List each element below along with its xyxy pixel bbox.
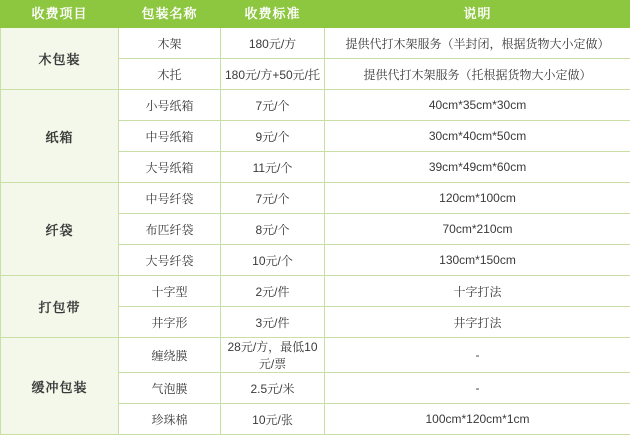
price-cell: 8元/个 <box>221 214 325 245</box>
column-header-price: 收费标准 <box>221 1 325 28</box>
description-cell: 30cm*40cm*50cm <box>325 121 630 152</box>
table-row <box>1 28 630 59</box>
package-name-cell: 缠绕膜 <box>119 338 221 373</box>
column-header-item: 收费项目 <box>1 1 119 28</box>
package-name-cell: 井字形 <box>119 307 221 338</box>
table-row <box>1 183 630 214</box>
package-name-cell: 珍珠棉 <box>119 404 221 435</box>
package-name-cell: 大号纸箱 <box>119 152 221 183</box>
description-cell: - <box>325 338 630 373</box>
description-cell: 十字打法 <box>325 276 630 307</box>
package-name-cell: 木托 <box>119 59 221 90</box>
category-cell: 纸箱 <box>1 90 119 183</box>
price-cell: 28元/方，最低10元/票 <box>221 338 325 373</box>
price-cell: 9元/个 <box>221 121 325 152</box>
price-cell: 10元/张 <box>221 404 325 435</box>
package-name-cell: 木架 <box>119 28 221 59</box>
description-cell: 提供代打木架服务（托根据货物大小定做） <box>325 59 630 90</box>
package-name-cell: 中号纸箱 <box>119 121 221 152</box>
column-header-description: 说明 <box>325 1 630 28</box>
table-header-row <box>1 1 630 28</box>
table-header <box>1 1 630 28</box>
price-cell: 2元/件 <box>221 276 325 307</box>
package-name-cell: 中号纤袋 <box>119 183 221 214</box>
table-body <box>1 28 630 435</box>
description-cell: 39cm*49cm*60cm <box>325 152 630 183</box>
description-cell: 40cm*35cm*30cm <box>325 90 630 121</box>
price-cell: 7元/个 <box>221 90 325 121</box>
package-name-cell: 气泡膜 <box>119 373 221 404</box>
price-cell: 2.5元/米 <box>221 373 325 404</box>
price-cell: 7元/个 <box>221 183 325 214</box>
package-name-cell: 小号纸箱 <box>119 90 221 121</box>
table-row <box>1 90 630 121</box>
description-cell: - <box>325 373 630 404</box>
category-cell: 缓冲包装 <box>1 338 119 435</box>
description-cell: 130cm*150cm <box>325 245 630 276</box>
description-cell: 120cm*100cm <box>325 183 630 214</box>
price-cell: 180元/方 <box>221 28 325 59</box>
category-cell: 纤袋 <box>1 183 119 276</box>
table-row <box>1 276 630 307</box>
table-row <box>1 338 630 373</box>
category-cell: 打包带 <box>1 276 119 338</box>
price-cell: 11元/个 <box>221 152 325 183</box>
package-name-cell: 布匹纤袋 <box>119 214 221 245</box>
package-name-cell: 大号纤袋 <box>119 245 221 276</box>
price-cell: 3元/件 <box>221 307 325 338</box>
category-cell: 木包装 <box>1 28 119 90</box>
price-cell: 180元/方+50元/托 <box>221 59 325 90</box>
description-cell: 提供代打木架服务（半封闭，根据货物大小定做） <box>325 28 630 59</box>
description-cell: 100cm*120cm*1cm <box>325 404 630 435</box>
column-header-package-name: 包装名称 <box>119 1 221 28</box>
price-cell: 10元/个 <box>221 245 325 276</box>
description-cell: 井字打法 <box>325 307 630 338</box>
description-cell: 70cm*210cm <box>325 214 630 245</box>
package-name-cell: 十字型 <box>119 276 221 307</box>
